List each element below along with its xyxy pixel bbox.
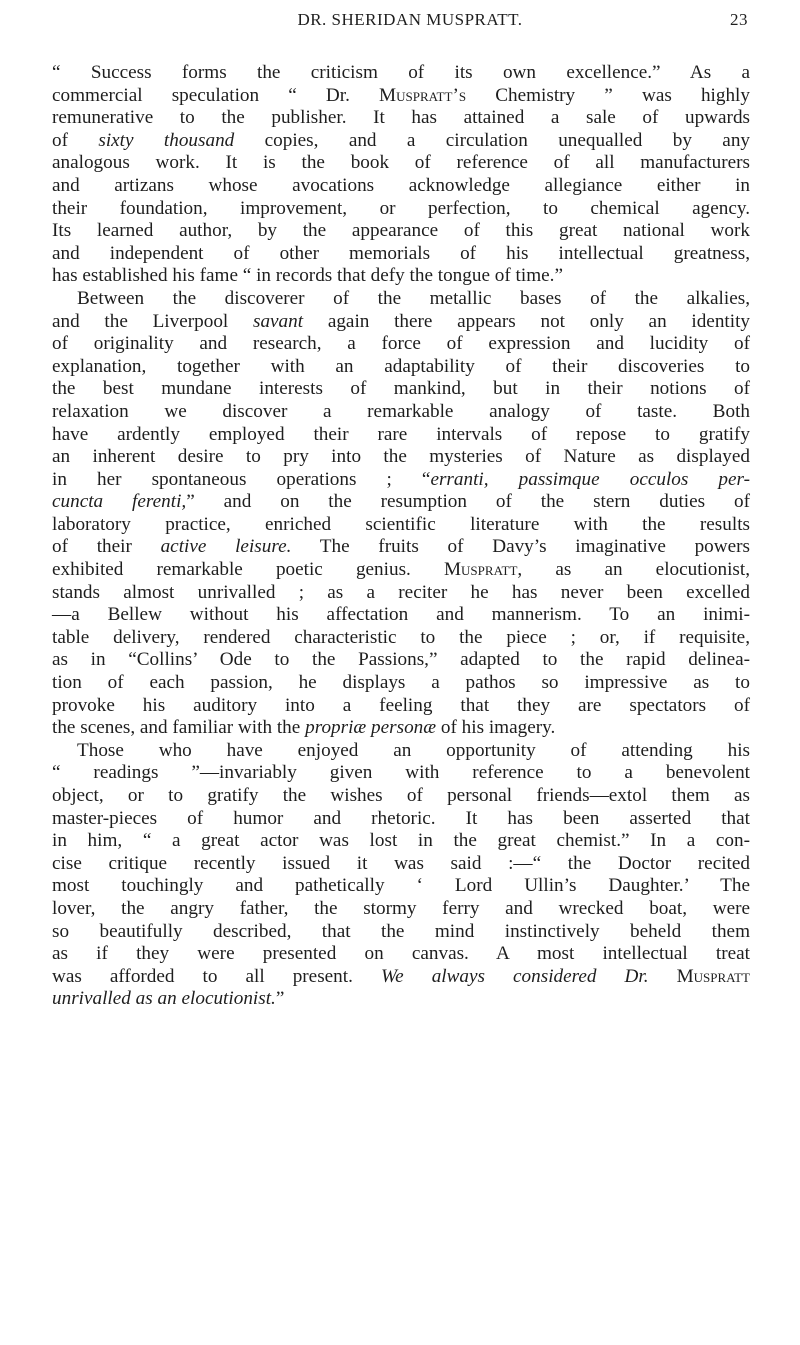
text-segment: Those who have enjoyed an opportunity of attending his — [77, 739, 750, 761]
text-segment: cise critique recently issued it was said :—“ the Doctor recited — [52, 852, 750, 874]
text-segment: Muspratt’s — [379, 84, 467, 106]
text-line — [52, 175, 750, 198]
text-segment: remunerative to the publisher. It has attained a sale of upwards — [52, 107, 750, 129]
text-segment: of his imagery. — [436, 717, 556, 739]
text-segment: —a Bellew without his affectation and mannerism. To an inimi- — [52, 604, 750, 626]
text-line — [52, 853, 750, 876]
running-title: DR. SHERIDAN MUSPRATT. — [297, 10, 523, 29]
text-segment: savant — [252, 310, 304, 332]
text-line — [52, 808, 750, 831]
text-segment: the best mundane interests of mankind, but in their notions of — [52, 378, 750, 400]
text-line — [52, 604, 750, 627]
text-line — [52, 988, 750, 1011]
text-segment: Muspratt — [443, 559, 518, 581]
text-segment — [649, 966, 677, 987]
text-segment: Chemistry ” was highly — [466, 84, 750, 106]
text-segment: relaxation we discover a remarkable analogy of taste. Both — [52, 400, 750, 422]
text-segment: We always considered Dr. — [380, 965, 649, 987]
text-line — [52, 85, 750, 108]
text-line — [52, 401, 750, 424]
text-segment: copies, and a circulation unequalled by any — [234, 129, 751, 151]
text-line — [52, 424, 750, 447]
text-segment: propriæ personæ — [305, 717, 437, 739]
text-segment: was afforded to all present. — [52, 965, 381, 987]
text-line — [52, 198, 750, 221]
text-segment: so beautifully described, that the mind instinctively beheld them — [52, 920, 750, 942]
text-line — [52, 695, 750, 718]
text-line — [52, 333, 750, 356]
text-segment: as in “Collins’ Ode to the Passions,” adapted to the rapid delinea- — [52, 649, 750, 671]
text-segment: of originality and research, a force of expression and lucidity of — [52, 333, 750, 355]
text-line — [52, 311, 750, 334]
text-segment: of their — [52, 536, 161, 558]
text-segment: Between the discoverer of the metallic bases of the alkalies, — [77, 287, 750, 309]
text-segment: , as an elocutionist, — [517, 559, 751, 581]
text-line — [52, 288, 750, 311]
text-segment: sixty thousand — [98, 129, 235, 151]
text-segment: as if they were presented on canvas. A most intellectual treat — [52, 943, 750, 965]
text-line — [52, 582, 750, 605]
text-segment: master-pieces of humor and rhetoric. It has been asserted that — [52, 807, 750, 829]
text-line — [52, 62, 750, 85]
text-line — [52, 220, 750, 243]
text-segment: cuncta ferenti, — [52, 491, 187, 513]
text-segment: unrivalled as an elocutionist. — [52, 988, 276, 1010]
text-line — [52, 672, 750, 695]
text-line — [52, 107, 750, 130]
text-segment: of — [52, 129, 99, 151]
text-line — [52, 265, 750, 288]
text-segment: their foundation, improvement, or perfection, to chemical agency. — [52, 197, 750, 219]
text-segment: lover, the angry father, the stormy ferry and wrecked boat, were — [52, 897, 750, 919]
text-segment: active leisure. — [160, 536, 292, 558]
text-line — [52, 875, 750, 898]
text-line — [52, 152, 750, 175]
text-line — [52, 649, 750, 672]
text-segment: and artizans whose avocations acknowledge allegiance either in — [52, 174, 750, 196]
text-segment: and the Liverpool — [52, 310, 253, 332]
text-line — [52, 446, 750, 469]
text-segment: the scenes, and familiar with the — [52, 717, 306, 739]
text-segment: erranti, passimque occulos per- — [430, 468, 750, 490]
text-line — [52, 762, 750, 785]
text-line — [52, 627, 750, 650]
text-segment: analogous work. It is the book of reference of all manufacturers — [52, 152, 750, 174]
text-line — [52, 717, 750, 740]
text-segment: table delivery, rendered characteristic to the piece ; or, if requisite, — [52, 626, 750, 648]
text-segment: have ardently employed their rare intervals of repose to gratify — [52, 423, 750, 445]
text-line — [52, 785, 750, 808]
text-line — [52, 469, 750, 492]
text-line — [52, 943, 750, 966]
text-segment: in her spontaneous operations ; “ — [52, 468, 431, 490]
text-line — [52, 378, 750, 401]
text-segment: “ readings ”—invariably given with reference to a benevolent — [52, 762, 750, 784]
text-segment: exhibited remarkable poetic genius. — [52, 559, 444, 581]
text-segment: object, or to gratify the wishes of personal friends—extol them as — [52, 785, 750, 806]
text-line — [52, 559, 750, 582]
text-segment: an inherent desire to pry into the mysteries of Nature as displayed — [52, 446, 750, 468]
text-segment: and independent of other memorials of his intellectual greatness, — [52, 242, 750, 264]
text-segment: Muspratt — [676, 965, 750, 987]
text-line — [52, 130, 750, 153]
text-segment: commercial speculation “ Dr. — [52, 84, 380, 106]
page-header — [0, 10, 800, 36]
text-segment: in him, “ a great actor was lost in the great chemist.” In a con- — [52, 830, 750, 852]
text-line — [52, 514, 750, 537]
text-segment: explanation, together with an adaptability of their discoveries to — [52, 355, 750, 377]
text-segment: provoke his auditory into a feeling that they are spectators of — [52, 694, 750, 716]
text-line — [52, 966, 750, 989]
text-line — [52, 830, 750, 853]
text-segment: ” — [275, 988, 285, 1010]
body-text — [52, 62, 750, 1011]
text-line — [52, 921, 750, 944]
text-segment: The fruits of Davy’s imaginative powers — [291, 536, 750, 558]
text-line — [52, 491, 750, 514]
text-segment: tion of each passion, he displays a pathos so impressive as to — [52, 672, 750, 694]
text-segment: stands almost unrivalled ; as a reciter he has never been excelled — [52, 581, 750, 603]
page-number: 23 — [730, 10, 748, 29]
text-line — [52, 243, 750, 266]
text-segment: again there appears not only an identity — [303, 310, 750, 332]
text-line — [52, 740, 750, 763]
text-segment: has established his fame “ in records that defy the tongue of time.” — [52, 265, 563, 287]
text-segment: Its learned author, by the appearance of this great national work — [52, 220, 750, 242]
text-segment: laboratory practice, enriched scientific literature with the results — [52, 513, 750, 535]
text-segment: “ Success forms the criticism of its own excellence.” As a — [52, 62, 750, 83]
text-segment: most touchingly and pathetically ‘ Lord Ullin’s Daughter.’ The — [52, 875, 750, 897]
text-line — [52, 536, 750, 559]
text-line — [52, 356, 750, 379]
text-segment: ” and on the resumption of the stern duties of — [186, 491, 750, 513]
text-line — [52, 898, 750, 921]
